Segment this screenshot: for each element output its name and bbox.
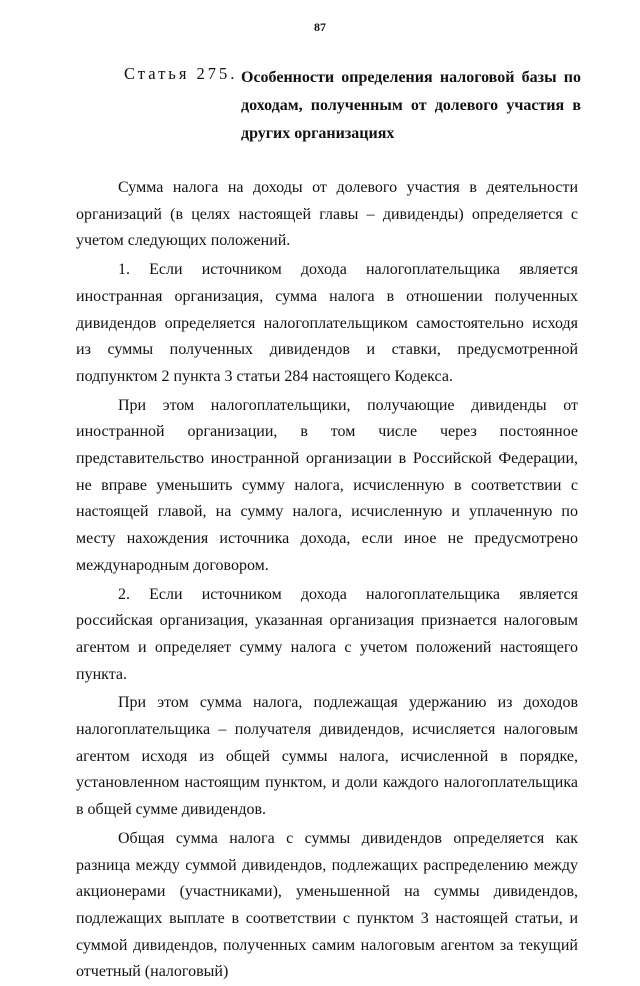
paragraph-total-tax: Общая сумма налога с суммы дивидендов определяется как разница между суммой дивидендов, подлежащих распределению между акционерами (участниками), уменьшенной на суммы дивидендов, подлежащих выплате в соответствии с пунктом 3 настоящей статьи, и суммой дивидендов, полученных самим налоговым агентом за текущий отчетный (налоговый) xyxy=(76,829,578,981)
paragraph-intro: Сумма налога на доходы от долевого участия в деятельности организаций (в целях настоящей главы – дивиденды) определяется с учетом следующих положений. xyxy=(76,179,578,250)
article-body xyxy=(76,175,578,986)
paragraph-item-2: 2. Если источником дохода налогоплательщика является российская организация, указанная организация признается налоговым агентом и определяет сумму налога с учетом положений настоящего пункта. xyxy=(76,585,578,683)
paragraph-item-1: 1. Если источником дохода налогоплательщика является иностранная организация, сумма налога в отношении полученных дивидендов определяется налогоплательщиком самостоятельно исходя из суммы полученных дивидендов и ставки, предусмотренной подпунктом 2 пункта 3 статьи 284 настоящего Кодекса. xyxy=(76,261,578,385)
paragraph-item-2-note: При этом сумма налога, подлежащая удержанию из доходов налогоплательщика – получателя дивидендов, исчисляется налоговым агентом исходя из общей суммы налога, исчисленной в порядке, установленном настоящим пунктом, и доли каждого налогоплательщика в общей сумме дивидендов. xyxy=(76,694,578,819)
paragraph-item-1-note: При этом налогоплательщики, получающие дивиденды от иностранной организации, в том числе через постоянное представительство иностранной организации в Российской Федерации, не вправе уменьшить сумму налога, исчисленную в соответствии с настоящей главой, на сумму налога, исчисленную и уплаченную по месту нахождения источника дохода, если иное не предусмотрено международным договором. xyxy=(76,396,578,574)
article-label: Статья 275. xyxy=(124,64,238,83)
page-number: 87 xyxy=(314,20,326,34)
article-title: Особенности определения налоговой базы по доходам, полученным от долевого участия в других организациях xyxy=(241,69,581,142)
